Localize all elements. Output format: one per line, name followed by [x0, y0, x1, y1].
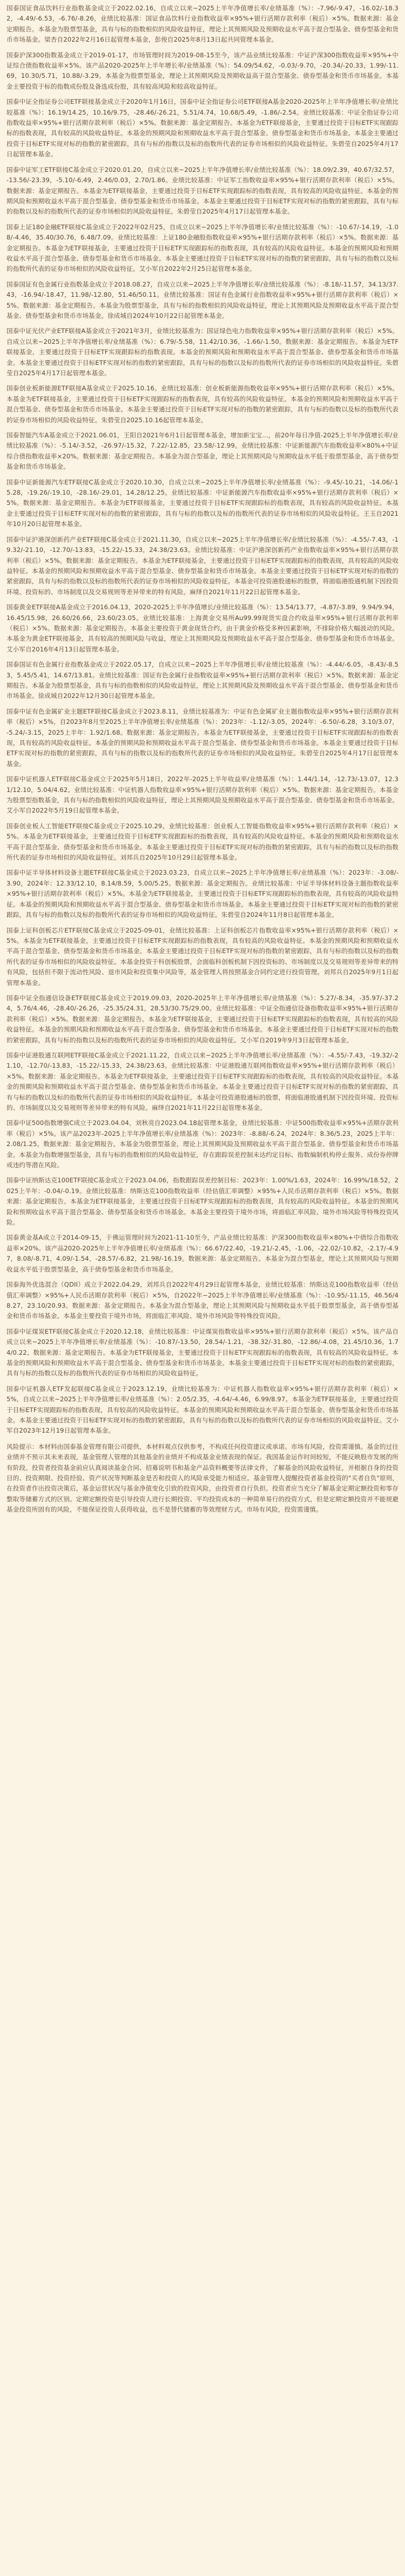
risk-warning-paragraph: 风险提示：本材料由国泰基金管理有限公司提供，本材料观点仅供参考，不构成任何投资建议或承诺。市场有风险，投资需谨慎。基金的过往业绩并不预示其未来表现，基金管理人管理的其他基金的业绩并不构成基金业绩表现的保证。我国基金运作时间较短，不能反映股市发展的所有阶段。投资者投资基金前应认真阅读基金合同、招募说明书和基金产品资料概要等法律文件，了解基金的风险收益特征，并根据自身的投资目的、投资期限、投资经验、资产状况等判断基金是否和投资人的风险承受能力相适应。基金管理人提醒投资者基金投资的"买者自负"原则，在投资者作出投资决策后，基金运营状况与基金净值变化引致的投资风险，由投资者自行负担。投资者应当充分了解基金定期定额投资和零存整取等储蓄方式的区别。定期定额投资是引导投资人进行长期投资、平均投资成本的一种简单易行的投资方式，但是定期定额投资并不能规避基金投资所固有的风险，不能保证投资人获得收益，也不是替代储蓄的等效理财方式。市场有风险，投资需谨慎。 — [6, 1442, 399, 1514]
fund-paragraph: 国泰中证港股通互联网ETF联接C基金成立于2021.11.22，自成立以来~2025上半年净值增长率/业绩基准（%）：-4.55/-7.43，-19.32/-21.10，-12.70/-13.83，-15.22/-15.33，24.38/23.63。业绩比较基准：中证港股通互联网指数收益率×95%+银行活期存款利率（税后）×5%。数据来源：基金定期报告。本基金为ETF联接基金，主要通过投资于目标ETF实现跟踪标的指数表现，具有较高的风险收益特征。本基金的预期风险和预期收益水平高于混合型基金、债券型基金和货币市场基金。本基金主要通过投资于目标ETF实现对标的指数的紧密跟踪，具有与标的指数以及标的指数所代表的证券市场相似的风险收益特征。本基金可投资港股通标的股票，将面临港股通机制下因投资环境、投资标的、市场制度以及交易规则等差异带来的特有风险。麻绎自2021年11月22日起管理本基金。 — [6, 1051, 399, 1111]
fund-paragraph: 国泰中证光伏产业ETF联接A基金成立于2021年3月，业绩比较基准为：国证绿色电力指数收益率×95%+银行活期存款利率（税后）×5%。自成立以来~2025上半年净值增长率/业绩基准（%）：6.79/-5.58，11.42/10.36，-1.66/-1.50。数据来源：基金定期报告。本基金为ETF联接基金，主要通过投资于目标ETF实现跟踪标的指数表现。本基金的预期风险和预期收益水平高于混合型基金、债券型基金和货币市场基金。本基金主要通过投资于目标ETF实现对标的指数的紧密跟踪，具有与标的指数以及标的指数所代表的证券市场相似的风险收益特征。朱碧莹自2025年4月17日起管理本基金。 — [6, 327, 399, 377]
fund-paragraph: 国泰中证纳斯达克100ETF联接C基金成立于2023.04.06，指数跟踪误差控制目标：2023年：1.00%/1.63，2024年：16.99%/18.52，2025上半年：-0.04/-0.19。业绩比较基准：纳斯达克100指数收益率（经估值汇率调整）×95%+人民币活期存款利率（税后）×5%。数据来源：基金定期报告。本基金为ETF联接基金，主要通过投资于目标ETF实现跟踪标的指数表现，具有较高的风险收益特征。本基金的预期风险和预期收益水平高于混合型基金、债券型基金和货币市场基金。本基金主要投资于境外市场，将面临汇率风险、境外市场风险等特殊投资风险。 — [6, 1176, 399, 1227]
fund-paragraph: 国泰中证有色金属矿业主题ETF联接C基金成立于2023.8.11，业绩比较基准为：中证有色金属矿业主题指数收益率×95%+银行活期存款利率（税后）×5%，自2023年8月至2025上半年净值增长率/业绩基准（%）：2023年：-1.12/-3.05，2024年：-6.50/-6.28，3.10/3.07，-5.24/-3.15，2025上半年：1.92/1.68。数据来源：基金定期报告。本基金为ETF联接基金，主要通过投资于目标ETF实现跟踪标的指数表现，具有较高的风险收益特征。本基金的预期风险和预期收益水平高于混合型基金、债券型基金和货币市场基金。本基金主要通过投资于目标ETF实现对标的指数的紧密跟踪，具有与标的指数以及标的指数所代表的证券市场相似的风险收益特征。朱碧莹自2025年4月17日起管理本基金。 — [6, 707, 399, 768]
fund-paragraph: 国泰创业板新能源ETF联接A基金成立于2025.10.16。业绩比较基准：创业板新能源指数收益率×95%+银行活期存款利率（税后）×5%。本基金为ETF联接基金，主要通过投资于目标ETF实现跟踪标的指数表现，具有较高的风险收益特征。本基金的预期风险和预期收益水平高于混合型基金、债券型基金和货币市场基金。本基金主要通过投资于目标ETF实现对标的指数的紧密跟踪，具有与标的指数以及标的指数所代表的证券市场相似的风险收益特征。朱碧莹自2025.10.16起管理本基金。 — [6, 384, 399, 424]
fund-paragraph: 国泰中证机器人ETF联接C基金成立于2025年5月18日，2022年-2025上半年收益率/业绩基准（%）：1.44/1.14，-12.73/-13.07，12.31/12.10，5.04/4.62。业绩比较基准：中证机器人指数收益率×95%+银行活期存款利率（税后）×5%。数据来源：基金定期报告。本基金为股票型指数基金，具有与标的指数相似的风险收益特征，理论上其预期风险及预期收益水平高于混合型基金、债券型基金和货币市场基金。艾小军自2022年5月19日起管理本基金。 — [6, 775, 399, 815]
fund-paragraph: 国泰黄金ETF联接A基金成立于2016.04.13，2020-2025上半年净值增长/业绩比较基准（%）：13.54/13.77，-4.87/-3.89，9.94/9.94，16.45/15.98，26.60/26.66，23.60/23.05。业绩比较基准：上海黄金交易所Au99.99现货实盘合约收益率×95%+银行活期存款利率（税后）×5%。数据来源：基金定期报告。本基金主要投资于黄金现货合约，由于黄金价格受多种因素影响，不排除价格大幅波动的风险。本基金为黄金ETF联接基金，具有较高的预期风险与收益，理论上其预期风险及预期收益水平高于混合型基金、债券型基金和货币市场基金。艾小军自2016年4月13日起管理本基金。 — [6, 603, 399, 653]
fund-paragraph: 国泰海外优选混合（QDII）成立于2022.04.29，刘邦兵自2022年4月29日起管理本基金，业绩比较基准：纳斯达克100指数收益率（经估值汇率调整）×95%+人民币活期存款利率（税后）×5%，自2022年~2025上半年净值增长率/业绩基准（%）：-10.95/-11.15，46.56/48.27，23.10/20.93。数据来源：基金定期报告。本基金为混合型基金，理论上其预期风险与预期收益水平低于股票型基金，高于债券型基金和货币市场基金。本基金主要投资于境外市场，将面临汇率风险、境外市场风险等特殊投资风险。 — [6, 1281, 399, 1320]
fund-paragraph: 国泰创业板人工智能ETF联接C基金成立于2025.10.29。业绩比较基准：创业板人工智能指数收益率×95%+银行活期存款利率（税后）×5%。本基金为ETF联接基金，主要通过投资于目标ETF实现跟踪标的指数表现，具有较高的风险收益特征。本基金的预期风险和预期收益水平高于混合型基金、债券型基金和货币市场基金。本基金主要通过投资于目标ETF实现对标的指数的紧密跟踪，具有与标的指数以及标的指数所代表的证券市场相似的风险收益特征。刘邦兵自2025年10月29日起管理本基金。 — [6, 822, 399, 862]
fund-paragraph: 国泰沪深300指数基金成立于2019-01-17，市场管理时间为2019-08-15至今，该产品业绩比较基准：中证沪深300指数收益率×95%+中证综合债指数收益率×5%。该产品2020-2025年上半年增长率/业绩基准（%）：54.09/54.62，-0.03/-9.70，-20.34/-20.33，1.99/-11.69，10.30/5.71，10.88/-3.29。本基金为股票型基金，理论上其预期风险及预期收益高于混合型基金、债券型基金和货币市场基金。本基金主要投资于标的指数成份股及备选成份股，具有较高风险和较高收益特征。 — [6, 51, 399, 90]
fund-paragraph: 国泰黄金基A成立于2014-09-15，于佛运管理时间为2021-11-10至今，产品业绩比较基准：沪深300指数收益率×80%+中债综合指数收益率×20%。该产品2020-2025年上半年净值增长率/业绩基准（%）：66.67/22.40，-19.21/-2.45，-1.06，-22.02/-10.82，-2.17/-4.97，8.08/-8.71，4.09/-1.54，-28.57/-6.82，21.98/-16.19。数据来源：基金定期报告。本基金为混合型基金，理论上其预期风险与预期收益水平低于股票型基金，高于债券型基金和货币市场基金。 — [6, 1234, 399, 1273]
fund-paragraph: 国泰智能汽车A基金成立于2021.06.01，王阳自2021年6月1日起管理本基金，增加新宝宝...，前20年每日净值-2025上半年净值增长率/业绩比较基准（%）：-5.14/-3.52，-26.97/-15.32，7.22/-12.85，23.58/-12.99。业绩比较基准：中证新能源汽车指数收益率×80%+中证综合债指数收益率×20%。数据来源：基金定期报告。本基金为混合型基金，理论上其预期风险与预期收益水平低于股票型基金，高于债券型基金和货币市场基金。 — [6, 431, 399, 471]
fund-paragraph: 国泰上证180金融ETF联接C基金成立于2022年02月25，自成立以来~2025上半年净值增长率/业绩比较基准（%）：-10.67/-14.19，-1.08/-4.46，35.40/30.76，6.48/7.09。业绩比较基准：上证180金融股指数收益率×95%+银行活期存款利率（税后）×5%。数据来源：基金定期报告。本基金为ETF联接基金，主要通过投资于目标ETF实现跟踪标的指数表现，具有较高的风险收益特征。本基金的预期风险和预期收益水平高于混合型基金、债券型基金和货币市场基金。本基金主要通过投资于目标ETF实现对标的指数的紧密跟踪，具有与标的指数以及标的指数所代表的证券市场相似的风险收益特征。艾小军自2022年2月25日起管理本基金。 — [6, 223, 399, 273]
fund-paragraph: 国泰中证500指数增强C成立于2023.04.04，刘秋亮自2023.04.18起管理本基金，业绩比较基准：中证500指数收益率×95%+活期存款利率（税后）×5%。该产品2023年-2025上半年净值增长率/业绩基准（%）：2023年：-8.88/-6.24，2024年：8.36/5.23，2025上半年：2.08/1.25。数据来源：基金定期报告。本基金为股票型基金，理论上其预期风险及预期收益水平高于混合型基金、债券型基金和货币市场基金。本基金为指数增强型基金，具有与标的指数相似的风险收益特征，存在跟踪误差控制未达约定目标、指数编制机构停止服务、成份券停牌或违约等潜在风险。 — [6, 1119, 399, 1169]
fund-paragraph: 国泰中证机器人ETF发起联接C基金成立于2023.12.19，业绩比较基准为：中证机器人指数收益率×95%+银行活期存款利率（税后）×5%，自成立以来~2025上半年净值增长率/业绩基准（%）：2.05/2.35，-4.64/-4.46，6.99/8.97。本基金为ETF联接基金，主要通过投资于目标ETF实现跟踪标的指数表现，具有较高的风险收益特征。本基金的预期风险和预期收益水平高于混合型基金、债券型基金和货币市场基金。本基金主要通过投资于目标ETF实现对标的指数的紧密跟踪，具有与标的指数以及标的指数所代表的证券市场相似的风险收益特征。艾小军自2023年12月19日起管理本基金。 — [6, 1384, 399, 1435]
fund-paragraph: 国泰中证新能源汽车ETF联接C基金成立于2020.10.30，自成立以来~2025上半年净值增长率/业绩基准（%）：-9.45/-10.21，-14.06/-15.28，-19.26/-19.10，-28.16/-29.01，14.28/12.25。业绩比较基准：中证新能源汽车指数收益率×95%+银行活期存款利率（税后）×5%。数据来源：基金定期报告。本基金为ETF联接基金，主要通过投资于目标ETF实现跟踪标的指数表现，具有较高的风险收益特征。本基金主要通过投资于目标ETF实现对标的指数的紧密跟踪，具有与标的指数以及标的指数所代表的证券市场相似的风险收益特征。王玉自2021年10月20日起管理本基金。 — [6, 478, 399, 528]
fund-paragraph: 国泰国证食品饮料行业指数基金成立于2022.02.16，自成立以来~2025上半年净值增长率/业绩基准（%）：-7.96/-9.47，-16.02/-18.32，-4.49/-6.53，-6.76/-8.26，业绩比较基准：国证食品饮料行业指数收益率×95%+银行活期存款利率（税后）×5%。数据来源：基金定期报告。本基金为股票型基金，具有与标的指数相似的风险收益特征，理论上其预期风险及预期收益水平高于混合型基金、债券型基金和货币市场基金。梁杏自2022年2月16日起管理本基金，彭俊自2025年8月13日起共同管理本基金。 — [6, 4, 399, 44]
fund-paragraph: 国泰国证有色金属行业指数基金成立于2022.05.17，自成立以来~2025上半年净值增长率/业绩比较基准（%）：-4.44/-6.05，-8.43/-8.53，5.45/5.41，14.67/13.81。业绩比较基准：国证有色金属行业指数收益率×95%+银行活期存款利率（税后）×5%。数据来源：基金定期报告。本基金为股票型基金，具有与标的指数相似的风险收益特征，理论上其预期风险及预期收益水平高于混合型基金、债券型基金和货币市场基金。徐成城自2022年12月30日起管理本基金。 — [6, 661, 399, 700]
fund-paragraph: 国泰上证科创板芯片ETF联接C基金成立于2025-09-01，业绩比较基准：上证科创板芯片指数收益率×95%+银行活期存款利率（税后）×5%。本基金为ETF联接基金，主要通过投资于目标ETF实现跟踪标的指数表现，具有较高的风险收益特征。本基金的预期风险和预期收益水平高于混合型基金、债券型基金和货币市场基金。本基金主要通过投资于目标ETF实现对标的指数的紧密跟踪，具有与标的指数以及标的指数所代表的证券市场相似的风险收益特征。本基金投资于科创板股票，会面临科创板机制下因投资标的、市场制度以及交易规则等差异带来的特有风险，包括但不限于流动性风险、退市风险和投资集中风险等，基金管理人将按照基金合同约定进行投资管理。刘邦兵自2025年9月1日起管理本基金。 — [6, 926, 399, 987]
fund-paragraph: 国泰中证军工ETF联接C基金成立于2020.01.20，自成立以来~2025上半年净值增长率/业绩比较基准（%）：18.09/2.39，40.67/32.57，-13.56/-23.39，-5.10/-6.49，2.46/0.03，2.70/1.86。业绩比较基准：中证军工指数收益率×95%+银行活期存款利率（税后）×5%。数据来源：基金定期报告。本基金为ETF联接基金，主要通过投资于目标ETF实现跟踪标的指数表现，具有较高的风险收益特征。本基金的预期风险和预期收益水平高于混合型基金、债券型基金和货币市场基金。本基金主要通过投资于目标ETF实现对标的指数的紧密跟踪，具有与标的指数以及标的指数所代表的证券市场相似的风险收益特征。朱碧莹自2025年4月17日起管理本基金。 — [6, 165, 399, 216]
fund-paragraph: 国泰中证全指证券公司ETF联接基金成立于2020年1月16日，国泰中证全指证券公司ETF联接A基金2020-2025年上半年净值增长率/业绩比较基准（%）：16.19/14.25，10.16/9.75，-28.46/-26.21，5.51/4.74，10.68/5.49，-1.86/-2.54。业绩比较基准：中证全指证券公司指数收益率×95%+银行活期存款利率（税后）×5%。数据来源：基金定期报告。本基金为ETF联接基金，主要通过投资于目标ETF实现跟踪标的指数表现，具有较高的风险收益特征。本基金的预期风险和预期收益水平高于混合型基金、债券型基金和货币市场基金。本基金主要通过投资于目标ETF实现对标的指数的紧密跟踪，具有与标的指数以及标的指数所代表的证券市场相似的风险收益特征。朱碧莹自2025年4月17日起管理本基金。 — [6, 98, 399, 158]
fund-paragraph: 国泰中证沪港深创新药产业ETF联接C基金成立于2021.11.30，自成立以来~2025上半年净值增长率/业绩比较基准（%）：-4.55/-7.43，-19.32/-21.10，-12.70/-13.83，-15.22/-15.33，24.38/23.63。业绩比较基准：中证沪港深创新药产业指数收益率×95%+银行活期存款利率（税后）×5%。数据来源：基金定期报告。本基金为ETF联接基金，主要通过投资于目标ETF实现跟踪标的指数表现，具有较高的风险收益特征。本基金的预期风险和预期收益水平高于混合型基金、债券型基金和货币市场基金。本基金主要通过投资于目标ETF实现对标的指数的紧密跟踪，具有与标的指数以及标的指数所代表的证券市场相似的风险收益特征。本基金可投资港股通标的股票，将面临港股通机制下因投资环境、投资标的、市场制度以及交易规则等差异带来的特有风险。麻绎自2021年11月22日起管理本基金。 — [6, 535, 399, 596]
fund-paragraph: 国泰中证半导体材料设备主题ETF联接C基金成立于2023.03.23，自成立以来~2025上半年净值增长率/业绩基准（%）：2023年：-3.08/-3.90，2024年：12.33/12.10，8.14/8.59，5.00/5.25。数据来源：基金定期报告。业绩比较基准：中证半导体材料设备主题指数收益率×95%+银行活期存款利率（税后）×5%。本基金为ETF联接基金，主要通过投资于目标ETF实现跟踪标的指数表现，具有较高的风险收益特征。本基金的预期风险和预期收益水平高于混合型基金、债券型基金和货币市场基金。本基金主要通过投资于目标ETF实现对标的指数的紧密跟踪，具有与标的指数以及标的指数所代表的证券市场相似的风险收益特征。朱碧莹自2024年11月8日起管理本基金。 — [6, 869, 399, 919]
fund-paragraph: 国泰中证全指通信设备ETF联接C基金成立于2019.09.03，2020-2025年上半年净值增长率/业绩基准（%）：5.27/-8.34，-35.97/-37.24，5.76/4.46，-28.40/-26.26，-25.35/24.31，28.53/30.75/29.00。业绩比较基准：中证全指通信设备指数收益率×95%+银行活期存款利率（税后）×5%。数据来源：基金定期报告。本基金为ETF联接基金，主要通过投资于目标ETF实现跟踪标的指数表现，具有较高的风险收益特征。本基金的预期风险和预期收益水平高于混合型基金、债券型基金和货币市场基金。本基金主要通过投资于目标ETF实现对标的指数的紧密跟踪，具有与标的指数以及标的指数所代表的证券市场相似的风险收益特征。艾小军自2019年9月3日起管理本基金。 — [6, 994, 399, 1044]
fund-paragraph: 国泰中证煤炭ETF联接C基金成立于2020.12.18，业绩比较基准：中证煤炭指数收益率×95%+银行活期存款利率（税后）×5%。该产品自成立以来~2025上半年净值增长率/业绩基准（%）：-10.87/-13.50，28.54/-1.21，-38.32/-31.80，-12.86/-4.08，21.45/10.36，1.74/0.22。数据来源：基金定期报告。本基金为ETF联接基金，主要通过投资于目标ETF实现跟踪标的指数表现，具有较高的风险收益特征。本基金的预期风险和预期收益水平高于混合型基金、债券型基金和货币市场基金。本基金主要通过投资于目标ETF实现对标的指数的紧密跟踪，具有与标的指数以及标的指数所代表的证券市场相似的风险收益特征。 — [6, 1327, 399, 1377]
fund-paragraph: 国泰国证有色金属行业指数基金成立于2018.08.27，自成立以来~2025上半年净值增长率/业绩比较基准（%）：-8.18/-11.57，34.13/37.43，-16.94/-18.47，11.98/-12.80，51.46/50.11。业绩比较基准：国证有色金属行业指数收益率×95%+银行活期存款利率（税后）×5%。数据来源：基金定期报告。本基金为股票型基金，具有与标的指数相似的风险收益特征，理论上其预期风险及预期收益水平高于混合型基金、债券型基金和货币市场基金。徐成城自2024年10月22日起管理本基金。 — [6, 280, 399, 319]
